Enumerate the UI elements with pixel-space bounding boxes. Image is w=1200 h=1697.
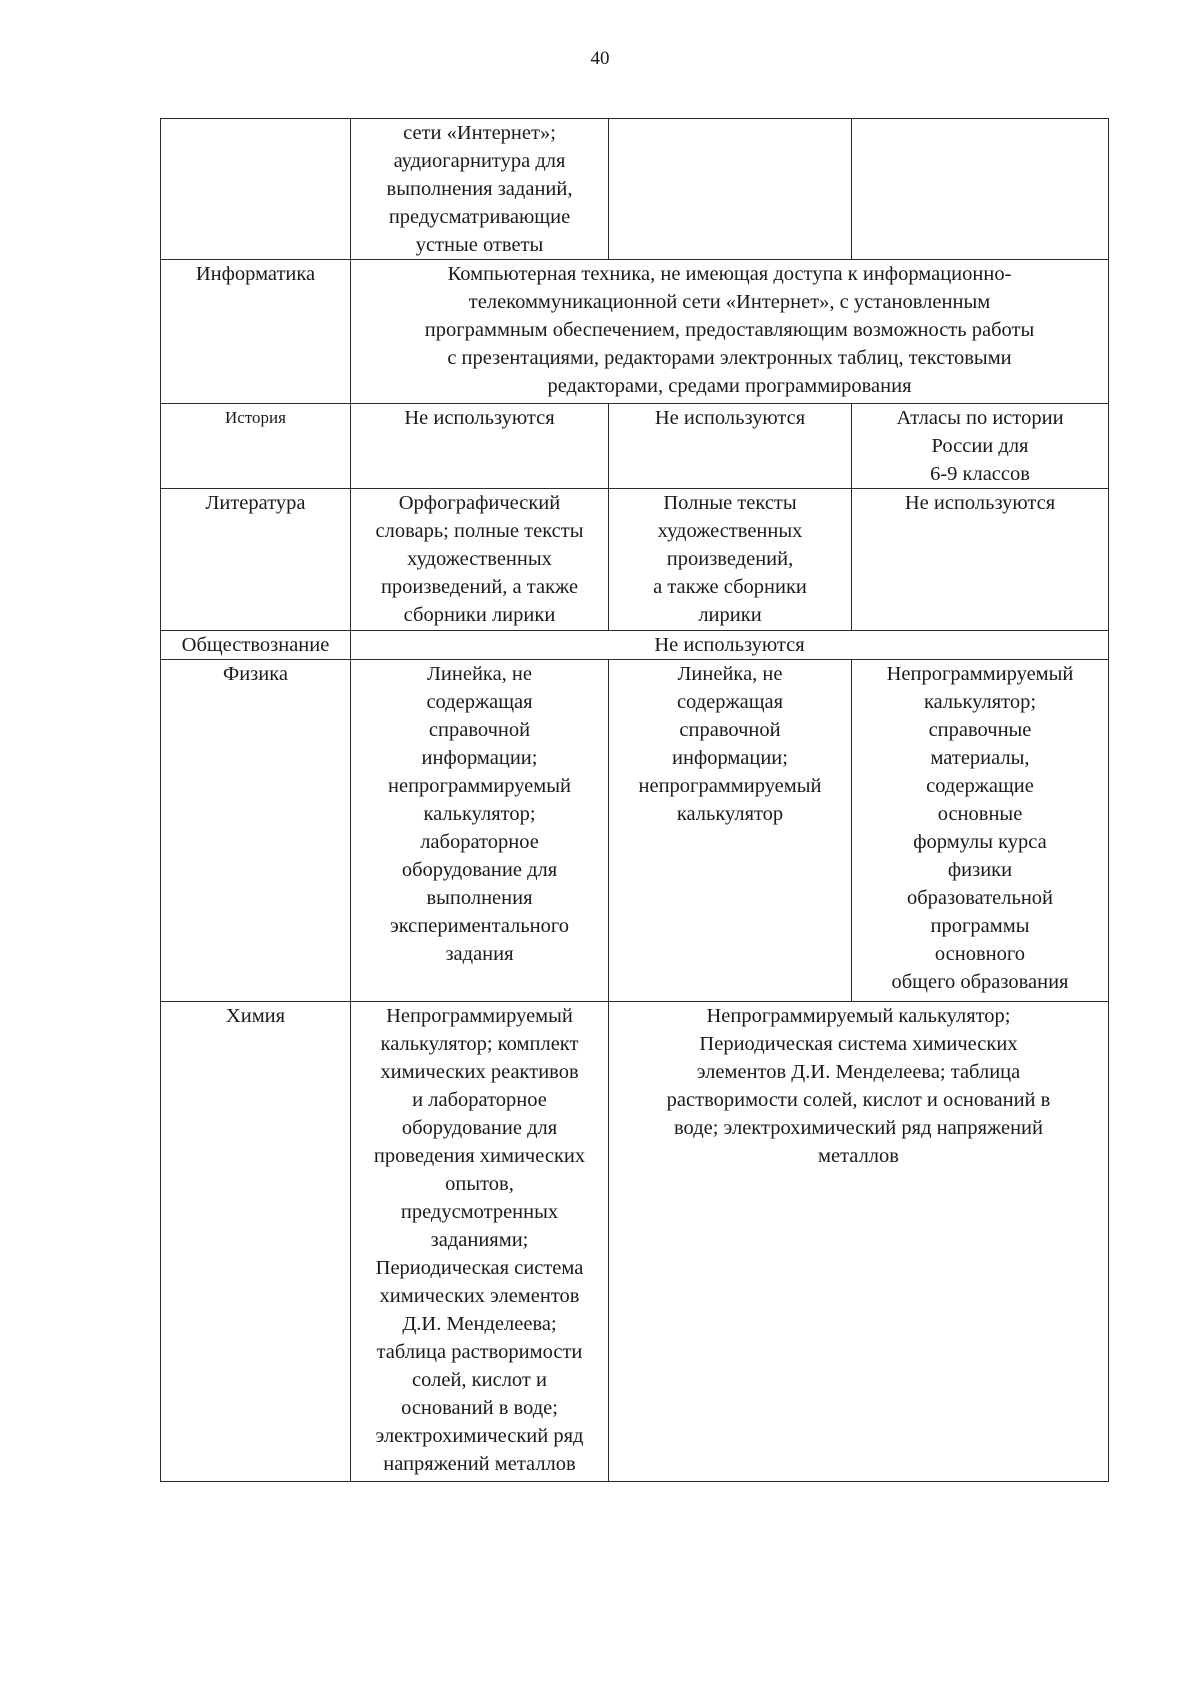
- subject-cell: Литература: [161, 489, 351, 631]
- page-number: 40: [590, 48, 610, 69]
- subject-cell: Информатика: [161, 260, 351, 404]
- table-row: [161, 119, 1109, 260]
- materials-cell: Полные тексты художественных произведений, а также сборники лирики: [609, 489, 852, 631]
- table-row: [161, 489, 1109, 631]
- materials-cell: [609, 119, 852, 260]
- exam-materials-table: [160, 118, 1109, 1482]
- materials-cell: Линейка, не содержащая справочной информации; непрограммируемый калькулятор; лабораторное оборудование для выполнения экспериментального задания: [351, 660, 609, 1002]
- subject-cell: История: [161, 404, 351, 489]
- materials-cell: Атласы по истории России для 6-9 классов: [852, 404, 1109, 489]
- table-row: [161, 660, 1109, 1002]
- table-row: [161, 260, 1109, 404]
- materials-cell: Не используются: [351, 404, 609, 489]
- materials-cell-merged: Непрограммируемый калькулятор; Периодическая система химических элементов Д.И. Менделеева; таблица растворимости солей, кислот и оснований в воде; электрохимический ряд напряжений металлов: [609, 1002, 1109, 1482]
- materials-cell: Не используются: [852, 489, 1109, 631]
- materials-cell-merged: Не используются: [351, 631, 1109, 660]
- subject-cell: Обществознание: [161, 631, 351, 660]
- materials-cell: Орфографический словарь; полные тексты художественных произведений, а также сборники лирики: [351, 489, 609, 631]
- materials-cell-merged: Компьютерная техника, не имеющая доступа к информационно- телекоммуникационной сети «Интернет», с установленным программным обеспечением, предоставляющим возможность работы с презентациями, редакторами электронных таблиц, текстовыми редакторами, средами программирования: [351, 260, 1109, 404]
- materials-cell: Линейка, не содержащая справочной информации; непрограммируемый калькулятор: [609, 660, 852, 1002]
- subject-cell: Физика: [161, 660, 351, 1002]
- table-row: [161, 631, 1109, 660]
- materials-cell: Непрограммируемый калькулятор; комплект химических реактивов и лабораторное оборудование для проведения химических опытов, предусмотренных заданиями; Периодическая система химических элементов Д.И. Менделеева; таблица растворимости солей, кислот и оснований в воде; электрохимический ряд напряжений металлов: [351, 1002, 609, 1482]
- table-row: [161, 404, 1109, 489]
- materials-cell: [852, 119, 1109, 260]
- subject-cell: [161, 119, 351, 260]
- table-row: [161, 1002, 1109, 1482]
- subject-cell: Химия: [161, 1002, 351, 1482]
- materials-cell: Непрограммируемый калькулятор; справочные материалы, содержащие основные формулы курса физики образовательной программы основного общего образования: [852, 660, 1109, 1002]
- materials-cell: сети «Интернет»; аудиогарнитура для выполнения заданий, предусматривающие устные ответы: [351, 119, 609, 260]
- materials-cell: Не используются: [609, 404, 852, 489]
